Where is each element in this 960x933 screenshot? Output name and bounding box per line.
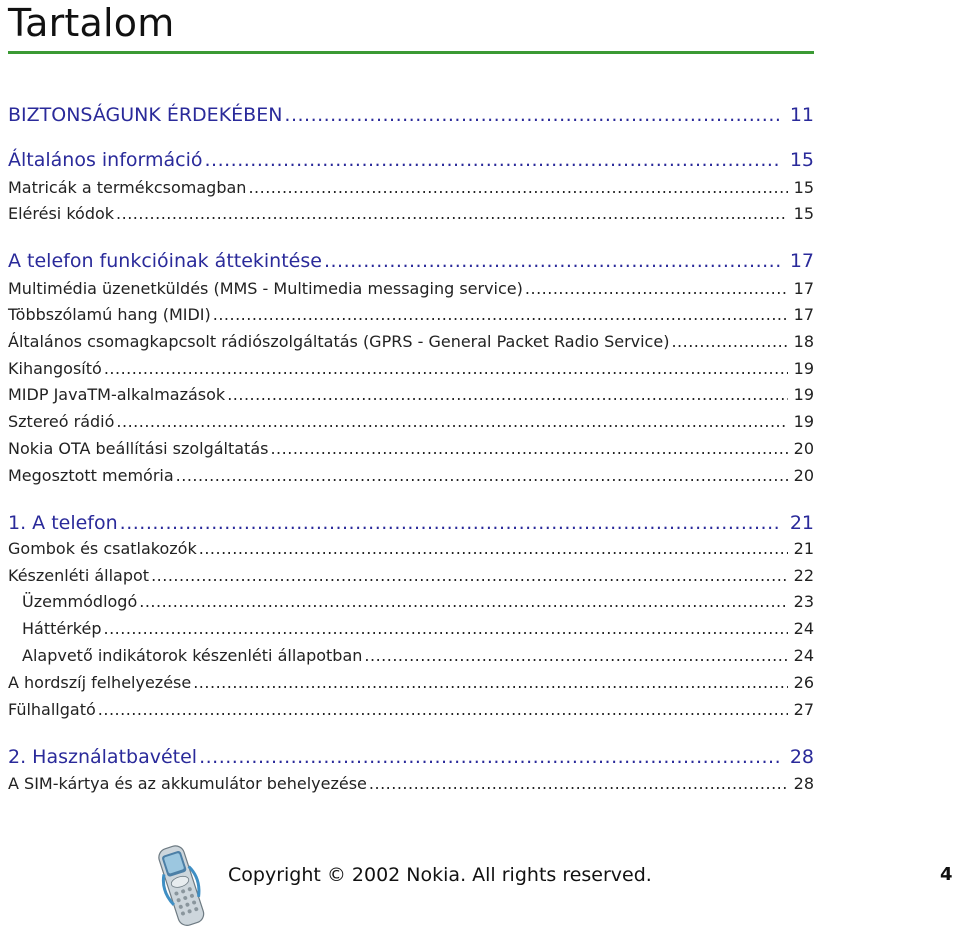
toc-leader-dots xyxy=(193,670,788,696)
toc-chapter-entry[interactable] xyxy=(8,247,814,275)
toc-entry-label: Fülhallgató xyxy=(8,700,96,719)
toc-entry-label: Alapvető indikátorok készenléti állapotban xyxy=(22,646,363,665)
toc-entry-page: 19 xyxy=(793,412,814,431)
toc-entry-page: 17 xyxy=(789,250,814,272)
toc-section-entry[interactable] xyxy=(8,175,814,201)
toc-leader-dots xyxy=(205,146,782,174)
toc-entry-label: A SIM-kártya és az akkumulátor behelyezése xyxy=(8,774,367,793)
toc-entry-page: 28 xyxy=(793,774,814,793)
toc-leader-dots xyxy=(104,356,788,382)
toc-leader-dots xyxy=(176,463,788,489)
title-rule xyxy=(8,51,814,54)
toc-entry-label: Készenléti állapot xyxy=(8,566,150,585)
toc-section-entry[interactable] xyxy=(8,329,814,355)
toc-entry-label: Gombok és csatlakozók xyxy=(8,539,197,558)
toc-section-entry[interactable] xyxy=(8,302,814,328)
toc-leader-dots xyxy=(324,247,782,275)
toc-entry-page: 22 xyxy=(793,566,814,585)
toc-entry-page: 26 xyxy=(793,673,814,692)
toc-leader-dots xyxy=(364,643,788,669)
toc-entry-page: 21 xyxy=(789,512,814,534)
toc-entry-label: MIDP JavaTM-alkalmazások xyxy=(8,385,226,404)
toc-entry-page: 20 xyxy=(793,439,814,458)
toc-leader-dots xyxy=(525,276,788,302)
toc-entry-page: 24 xyxy=(793,619,814,638)
toc-subsection-entry[interactable] xyxy=(8,589,814,615)
toc-leader-dots xyxy=(270,436,788,462)
toc-chapter-entry[interactable] xyxy=(8,743,814,771)
toc-leader-dots xyxy=(116,409,788,435)
toc-entry-page: 23 xyxy=(793,592,814,611)
toc-section-entry[interactable] xyxy=(8,563,814,589)
toc-leader-dots xyxy=(227,382,788,408)
toc-section-entry[interactable] xyxy=(8,697,814,723)
toc-entry-page: 15 xyxy=(789,149,814,171)
toc-section-entry[interactable] xyxy=(8,201,814,227)
toc-entry-page: 21 xyxy=(793,539,814,558)
toc-entry-label: Multimédia üzenetküldés (MMS - Multimedia messaging service) xyxy=(8,279,523,298)
toc-entry-page: 19 xyxy=(793,385,814,404)
toc-entry-page: 20 xyxy=(793,466,814,485)
toc-leader-dots xyxy=(139,589,788,615)
toc-section-entry[interactable] xyxy=(8,536,814,562)
toc-leader-dots xyxy=(116,201,788,227)
toc-section-entry[interactable] xyxy=(8,436,814,462)
toc-leader-dots xyxy=(199,743,782,771)
toc-entry-label: Matricák a termékcsomagban xyxy=(8,178,247,197)
toc-entry-label: Kihangosító xyxy=(8,359,102,378)
toc-entry-label: Nokia OTA beállítási szolgáltatás xyxy=(8,439,269,458)
toc-leader-dots xyxy=(104,616,789,642)
toc-leader-dots xyxy=(671,329,788,355)
toc-section-entry[interactable] xyxy=(8,409,814,435)
toc-chapter-entry[interactable] xyxy=(8,101,814,129)
toc-entry-label: Általános csomagkapcsolt rádiószolgáltatás (GPRS - General Packet Radio Service) xyxy=(8,332,670,351)
page-title: Tartalom xyxy=(8,1,175,45)
phone-image xyxy=(150,840,210,930)
toc-leader-dots xyxy=(213,302,788,328)
toc-section-entry[interactable] xyxy=(8,276,814,302)
toc-entry-page: 15 xyxy=(793,178,814,197)
toc-entry-label: A telefon funkcióinak áttekintése xyxy=(8,250,322,272)
toc-entry-label: 2. Használatbavétel xyxy=(8,746,198,768)
toc-leader-dots xyxy=(98,697,788,723)
toc-entry-label: Megosztott memória xyxy=(8,466,174,485)
toc-leader-dots xyxy=(151,563,788,589)
toc-entry-page: 19 xyxy=(793,359,814,378)
toc-chapter-entry[interactable] xyxy=(8,509,814,537)
toc-leader-dots xyxy=(284,101,782,129)
toc-entry-label: A hordszíj felhelyezése xyxy=(8,673,192,692)
copyright-text: Copyright © 2002 Nokia. All rights reserved. xyxy=(228,864,652,886)
toc-entry-page: 24 xyxy=(793,646,814,665)
toc-section-entry[interactable] xyxy=(8,382,814,408)
toc-leader-dots xyxy=(199,536,788,562)
toc-entry-label: Háttérkép xyxy=(22,619,102,638)
toc-entry-label: Általános információ xyxy=(8,149,203,171)
toc-leader-dots xyxy=(120,509,782,537)
toc-entry-label: Többszólamú hang (MIDI) xyxy=(8,305,211,324)
page-number: 4 xyxy=(940,864,953,885)
toc-leader-dots xyxy=(369,771,788,797)
toc-entry-page: 18 xyxy=(793,332,814,351)
toc-subsection-entry[interactable] xyxy=(8,643,814,669)
toc-entry-page: 17 xyxy=(793,279,814,298)
toc-entry-label: Üzemmódlogó xyxy=(22,592,138,611)
toc-entry-page: 27 xyxy=(793,700,814,719)
toc-entry-page: 17 xyxy=(793,305,814,324)
toc-entry-label: Elérési kódok xyxy=(8,204,115,223)
toc-section-entry[interactable] xyxy=(8,771,814,797)
toc-subsection-entry[interactable] xyxy=(8,616,814,642)
toc-entry-page: 28 xyxy=(789,746,814,768)
toc-section-entry[interactable] xyxy=(8,670,814,696)
toc-entry-page: 15 xyxy=(793,204,814,223)
toc-entry-label: BIZTONSÁGUNK ÉRDEKÉBEN xyxy=(8,104,283,126)
toc-section-entry[interactable] xyxy=(8,356,814,382)
toc-chapter-entry[interactable] xyxy=(8,146,814,174)
toc-entry-label: 1. A telefon xyxy=(8,512,118,534)
toc-entry-page: 11 xyxy=(789,104,814,126)
toc-leader-dots xyxy=(248,175,788,201)
toc-entry-label: Sztereó rádió xyxy=(8,412,115,431)
toc-section-entry[interactable] xyxy=(8,463,814,489)
